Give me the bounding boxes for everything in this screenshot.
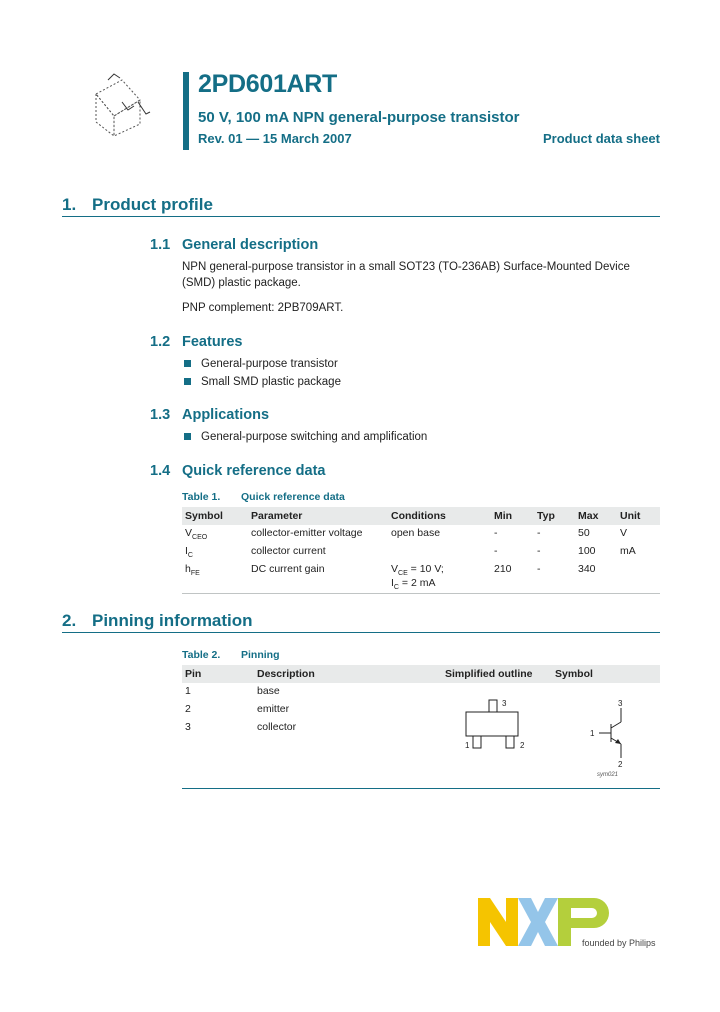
table-2-label: Table 2.	[182, 649, 221, 661]
conditions-cell: open base	[391, 527, 441, 539]
min-cell: 210	[494, 563, 512, 576]
section-2-number: 2.	[62, 611, 77, 630]
document-type: Product data sheet	[542, 131, 660, 146]
logo-tagline: founded by Philips	[582, 938, 656, 948]
general-description-text: NPN general-purpose transistor in a small SOT23 (TO-236AB) Surface-Mounted Device (SMD) plastic package.	[182, 261, 630, 289]
section-1-1-title: General description	[182, 237, 319, 253]
table-header-row	[182, 507, 660, 525]
section-1-2-number: 1.2	[150, 334, 171, 350]
unit-cell: V	[620, 527, 628, 539]
col-header: Parameter	[248, 507, 388, 525]
col-header: Unit	[617, 507, 660, 525]
col-header: Symbol	[182, 507, 248, 525]
col-header: Max	[575, 507, 617, 525]
section-1-1-number: 1.1	[150, 237, 171, 253]
conditions-cell: $V_{CE} = 10$ V; $I_C = 2$ mA	[391, 563, 444, 592]
table-2-title: Pinning	[241, 649, 280, 661]
max-cell: 50	[578, 527, 590, 539]
outline-pin-label: 3	[502, 699, 507, 708]
section-1-rule	[62, 216, 660, 217]
typ-cell: -	[537, 527, 541, 539]
parameter-cell: collector current	[251, 545, 326, 558]
section-1-number: 1.	[62, 195, 77, 214]
bullet-icon	[184, 378, 191, 385]
section-1-title: Product profile	[92, 195, 213, 214]
bullet-icon	[184, 433, 191, 440]
pin-cell: 3	[185, 721, 191, 733]
unit-cell: mA	[620, 545, 636, 558]
pin-cell: 1	[185, 685, 191, 697]
table-row	[182, 525, 660, 543]
sot23-package-icon	[82, 72, 154, 138]
description-cell: base	[257, 685, 280, 697]
quick-reference-table	[182, 507, 660, 594]
table-1-label: Table 1.	[182, 491, 221, 503]
min-cell: -	[494, 527, 498, 539]
outline-pin-label: 1	[465, 741, 470, 750]
symbol-cell: $I_C$	[185, 545, 193, 560]
bullet-icon	[184, 360, 191, 367]
unit-cell	[617, 561, 660, 594]
col-header: Typ	[534, 507, 575, 525]
pin-cell: 2	[185, 703, 191, 715]
symbol-cell: $h_{FE}$	[185, 563, 200, 578]
max-cell: 340	[578, 563, 596, 576]
description-cell: collector	[257, 721, 297, 733]
application-item: General-purpose switching and amplification	[201, 431, 428, 443]
section-1-3-number: 1.3	[150, 407, 171, 423]
symbol-pin-label: 1	[590, 729, 595, 738]
typ-cell: -	[537, 545, 541, 558]
typ-cell: -	[537, 563, 541, 576]
npn-transistor-symbol-icon	[585, 696, 635, 780]
table-row	[182, 561, 660, 594]
col-header: Min	[491, 507, 534, 525]
col-header: Symbol	[552, 665, 660, 683]
col-header: Pin	[182, 665, 254, 683]
feature-item: Small SMD plastic package	[201, 376, 341, 388]
parameter-cell: collector-emitter voltage	[251, 527, 363, 539]
outline-pin-label: 2	[520, 741, 525, 750]
symbol-pin-label: 2	[618, 760, 623, 769]
section-1-4-number: 1.4	[150, 463, 171, 479]
col-header: Description	[254, 665, 442, 683]
conditions-cell	[388, 543, 491, 561]
symbol-cell: $V_{CEO}$	[185, 527, 208, 542]
sot23-outline-diagram	[462, 694, 532, 754]
table-header-row	[182, 665, 660, 683]
header-accent-bar	[183, 72, 189, 150]
section-1-3-title: Applications	[182, 407, 270, 423]
min-cell: -	[494, 545, 498, 558]
section-2-rule	[62, 632, 660, 633]
table-1-title: Quick reference data	[241, 491, 345, 503]
col-header: Simplified outline	[442, 665, 552, 683]
col-header: Conditions	[388, 507, 491, 525]
parameter-cell: DC current gain	[251, 563, 325, 576]
section-1-4-title: Quick reference data	[182, 463, 326, 479]
pinning-table-bottom-rule	[182, 788, 660, 789]
section-1-2-title: Features	[182, 334, 243, 350]
pnp-complement-text: PNP complement: 2PB709ART.	[182, 302, 344, 314]
feature-item: General-purpose transistor	[201, 358, 338, 370]
revision-date: Rev. 01 — 15 March 2007	[198, 131, 352, 146]
description-cell: emitter	[257, 703, 290, 715]
document-subtitle: 50 V, 100 mA NPN general-purpose transistor	[198, 109, 520, 126]
table-row	[182, 543, 660, 561]
document-title: 2PD601ART	[198, 70, 338, 98]
section-2-title: Pinning information	[92, 611, 253, 630]
max-cell: 100	[578, 545, 596, 558]
symbol-code: sym021	[597, 772, 619, 778]
symbol-pin-label: 3	[618, 699, 623, 708]
